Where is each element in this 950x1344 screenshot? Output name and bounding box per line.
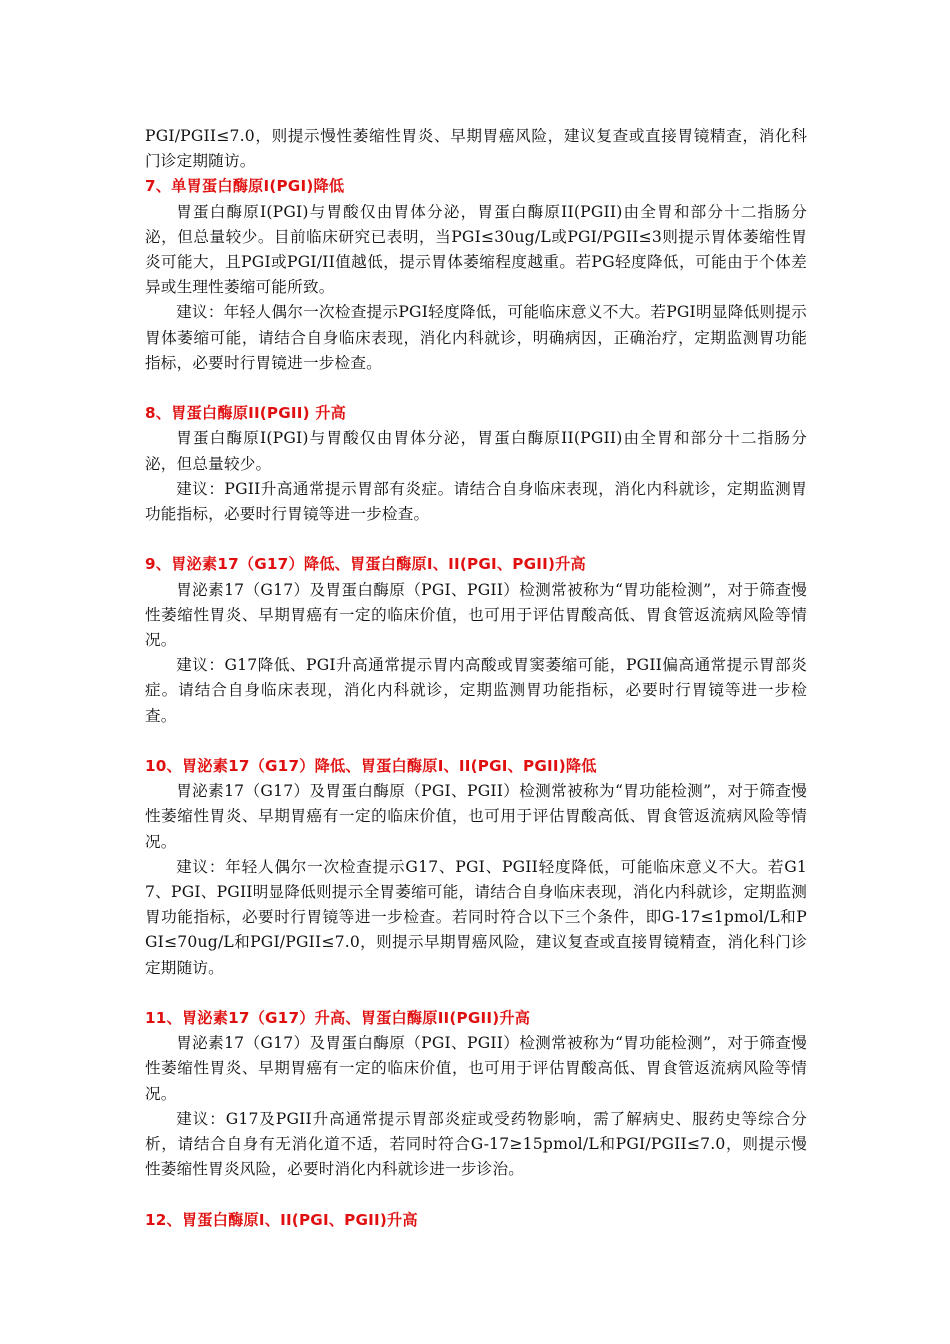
spacer: [145, 729, 807, 754]
section-9: [145, 552, 807, 728]
section-paragraph: 胃泌素17（G17）及胃蛋白酶原（PGI、PGII）检测常被称为“胃功能检测”，对于筛查慢性萎缩性胃炎、早期胃癌有一定的临床价值，也可用于评估胃酸高低、胃食管返流病风险等情况。: [145, 1034, 807, 1103]
section-paragraph: 胃蛋白酶原I(PGI)与胃酸仅由胃体分泌，胃蛋白酶原II(PGII)由全胃和部分十二指肠分泌，但总量较少。目前临床研究已表明，当PGI≤30ug/L或PGI/PGII≤3则提示胃体萎缩性胃炎可能大，且PGI或PGI/II值越低，提示胃体萎缩程度越重。若PG轻度降低，可能由于个体差异或生理性萎缩可能所致。: [145, 202, 807, 297]
spacer: [145, 981, 807, 1006]
section-heading: 11、胃泌素17（G17）升高、胃蛋白酶原II(PGII)升高: [145, 1009, 531, 1028]
section-advice: 建议：G17及PGII升高通常提示胃部炎症或受药物影响，需了解病史、服药史等综合分析，请结合自身有无消化道不适，若同时符合G-17≥15pmol/L和PGI/PGII≤7.0，则提示慢性萎缩性胃炎风险，必要时消化内科就诊进一步诊治。: [145, 1109, 807, 1179]
section-advice: 建议：PGII升高通常提示胃部有炎症。请结合自身临床表现，消化内科就诊，定期监测胃功能指标，必要时行胃镜等进一步检查。: [145, 479, 807, 524]
section-paragraph: 胃泌素17（G17）及胃蛋白酶原（PGI、PGII）检测常被称为“胃功能检测”，对于筛查慢性萎缩性胃炎、早期胃癌有一定的临床价值，也可用于评估胃酸高低、胃食管返流病风险等情况。: [145, 782, 807, 851]
spacer: [145, 1182, 807, 1207]
spacer: [145, 376, 807, 401]
section-12: [145, 1208, 807, 1233]
section-heading: 7、单胃蛋白酶原I(PGI)降低: [145, 177, 345, 196]
section-advice: 建议：年轻人偶尔一次检查提示PGI轻度降低，可能临床意义不大。若PGI明显降低则提示胃体萎缩可能，请结合自身临床表现，消化内科就诊，明确病因，正确治疗，定期监测胃功能指标，必要时行胃镜进一步检查。: [145, 303, 807, 372]
section-advice: 建议：G17降低、PGI升高通常提示胃内高酸或胃窦萎缩可能，PGII偏高通常提示胃部炎症。请结合自身临床表现，消化内科就诊，定期监测胃功能指标，必要时行胃镜等进一步检查。: [145, 656, 807, 725]
spacer: [145, 527, 807, 552]
intro-paragraph: PGI/PGII≤7.0，则提示慢性萎缩性胃炎、早期胃癌风险，建议复查或直接胃镜精查，消化科门诊定期随访。: [145, 127, 807, 171]
section-heading: 9、胃泌素17（G17）降低、胃蛋白酶原I、II(PGI、PGII)升高: [145, 555, 586, 574]
document-page: [145, 124, 807, 1233]
section-7: [145, 174, 807, 376]
section-10: [145, 754, 807, 981]
section-heading: 8、胃蛋白酶原II(PGII) 升高: [145, 404, 347, 423]
section-8: [145, 401, 807, 527]
section-11: [145, 1006, 807, 1182]
section-paragraph: 胃泌素17（G17）及胃蛋白酶原（PGI、PGII）检测常被称为“胃功能检测”，对于筛查慢性萎缩性胃炎、早期胃癌有一定的临床价值，也可用于评估胃酸高低、胃食管返流病风险等情况。: [145, 580, 807, 650]
section-paragraph: 胃蛋白酶原I(PGI)与胃酸仅由胃体分泌，胃蛋白酶原II(PGII)由全胃和部分十二指肠分泌，但总量较少。: [145, 429, 807, 473]
section-heading: 12、胃蛋白酶原I、II(PGI、PGII)升高: [145, 1210, 418, 1229]
section-heading: 10、胃泌素17（G17）降低、胃蛋白酶原I、II(PGI、PGII)降低: [145, 757, 597, 776]
section-advice: 建议：年轻人偶尔一次检查提示G17、PGI、PGII轻度降低，可能临床意义不大。若G17、PGI、PGII明显降低则提示全胃萎缩可能，请结合自身临床表现，消化内科就诊，定期监测胃功能指标，必要时行胃镜等进一步检查。若同时符合以下三个条件，即G-17≤1pmol/L和PGI≤70ug/L和PGI/PGII≤7.0，则提示早期胃癌风险，建议复查或直接胃镜精查，消化科门诊定期随访。: [145, 857, 807, 977]
